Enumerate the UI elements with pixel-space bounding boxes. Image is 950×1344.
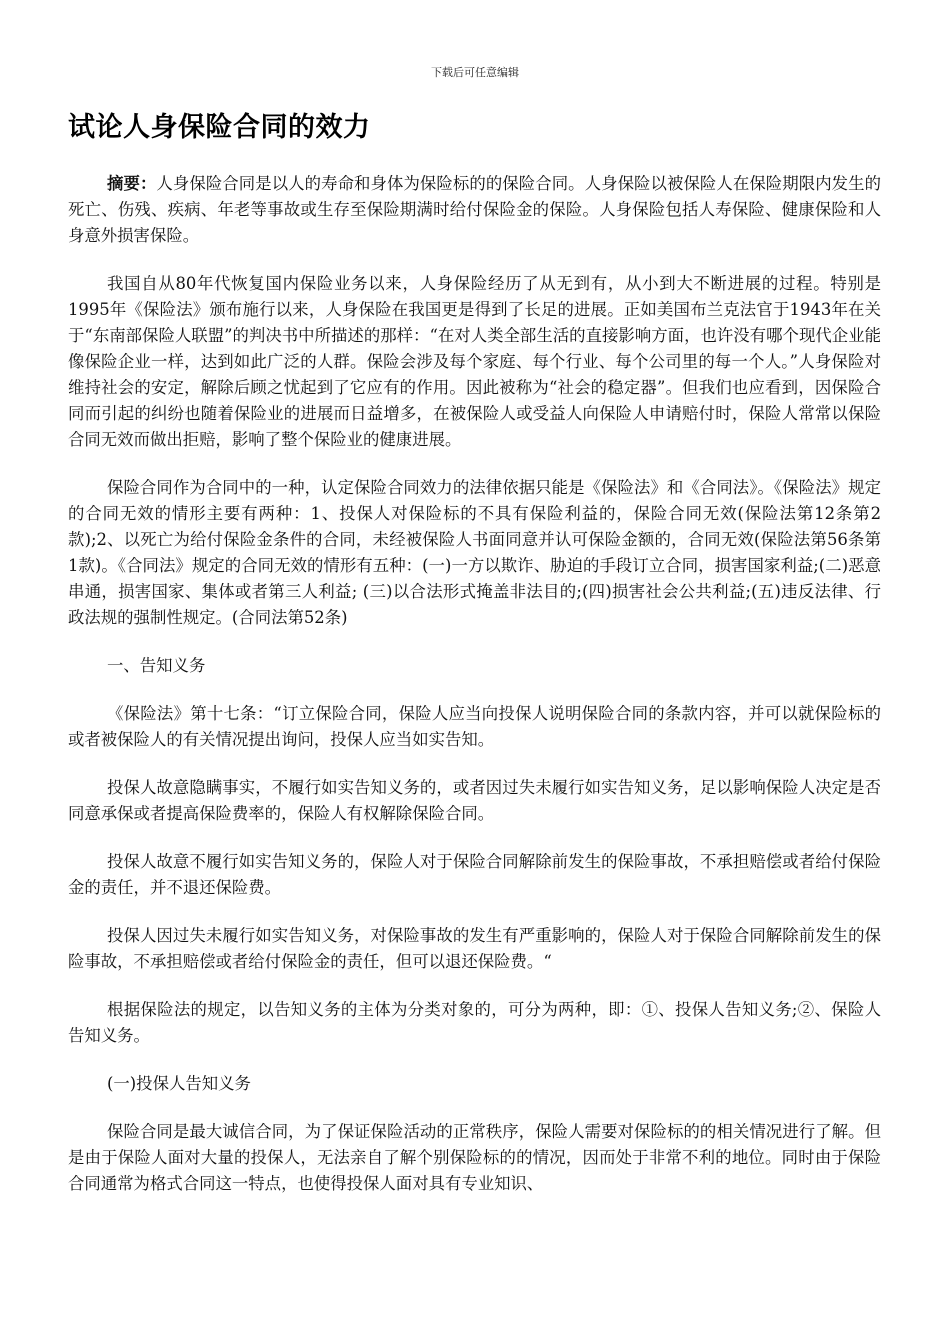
body-paragraph: 保险合同作为合同中的一种，认定保险合同效力的法律依据只能是《保险法》和《合同法》。《保险法》规定的合同无效的情形主要有两种：1、投保人对保险标的不具有保险利益的，保险合同无效(保险法第12条第2款);2、以死亡为给付保险金条件的合同，未经被保险人书面同意并认可保险金额的，合同无效(保险法第56条第1款)。《合同法》规定的合同无效的情形有五种：(一)一方以欺诈、胁迫的手段订立合同，损害国家利益;(二)恶意串通，损害国家、集体或者第三人利益; (三)以合法形式掩盖非法目的;(四)损害社会公共利益;(五)违反法律、行政法规的强制性规定。(合同法第52条) [68, 478, 881, 627]
body-paragraph: 根据保险法的规定，以告知义务的主体为分类对象的，可分为两种，即：①、投保人告知义务;②、保险人告知义务。 [68, 1000, 881, 1045]
abstract-label: 摘要： [107, 174, 157, 193]
body-paragraph: 投保人因过失未履行如实告知义务，对保险事故的发生有严重影响的，保险人对于保险合同解除前发生的保险事故，不承担赔偿或者给付保险金的责任，但可以退还保险费。“ [68, 926, 881, 971]
abstract-paragraph [68, 171, 881, 249]
abstract-text: 人身保险合同是以人的寿命和身体为保险标的的保险合同。人身保险以被保险人在保险期限内发生的死亡、伤残、疾病、年老等事故或生存至保险期满时给付保险金的保险。人身保险包括人寿保险、健康保险和人身意外损害保险。 [68, 174, 882, 245]
body-paragraph: 投保人故意不履行如实告知义务的，保险人对于保险合同解除前发生的保险事故，不承担赔偿或者给付保险金的责任，并不退还保险费。 [68, 852, 881, 897]
body-paragraph: 我国自从80年代恢复国内保险业务以来，人身保险经历了从无到有，从小到大不断进展的过程。特别是1995年《保险法》颁布施行以来，人身保险在我国更是得到了长足的进展。正如美国布兰克法官于1943年在关于“东南部保险人联盟”的判决书中所描述的那样：“在对人类全部生活的直接影响方面，也许没有哪个现代企业能像保险企业一样，达到如此广泛的人群。保险会涉及每个家庭、每个行业、每个公司里的每一个人。”人身保险对维持社会的安定，解除后顾之忧起到了它应有的作用。因此被称为“社会的稳定器”。但我们也应看到，因保险合同而引起的纠纷也随着保险业的进展而日益增多，在被保险人或受益人向保险人申请赔付时，保险人常常以保险合同无效而做出拒赔，影响了整个保险业的健康进展。 [68, 274, 881, 449]
header-note: 下载后可任意编辑 [431, 66, 519, 79]
document-title: 试论人身保险合同的效力 [68, 112, 371, 143]
subsection-heading: (一)投保人告知义务 [107, 1074, 251, 1093]
body-paragraph: 《保险法》第十七条：“订立保险合同，保险人应当向投保人说明保险合同的条款内容，并可以就保险标的或者被保险人的有关情况提出询问，投保人应当如实告知。 [68, 704, 881, 749]
body-paragraph: 保险合同是最大诚信合同，为了保证保险活动的正常秩序，保险人需要对保险标的的相关情况进行了解。但是由于保险人面对大量的投保人，无法亲自了解个别保险标的的情况，因而处于非常不利的地位。同时由于保险合同通常为格式合同这一特点，也使得投保人面对具有专业知识、 [68, 1122, 881, 1193]
document-body [68, 171, 881, 1219]
body-paragraph: 投保人故意隐瞒事实，不履行如实告知义务的，或者因过失未履行如实告知义务，足以影响保险人决定是否同意承保或者提高保险费率的，保险人有权解除保险合同。 [68, 778, 881, 823]
section-heading: 一、告知义务 [107, 656, 206, 675]
